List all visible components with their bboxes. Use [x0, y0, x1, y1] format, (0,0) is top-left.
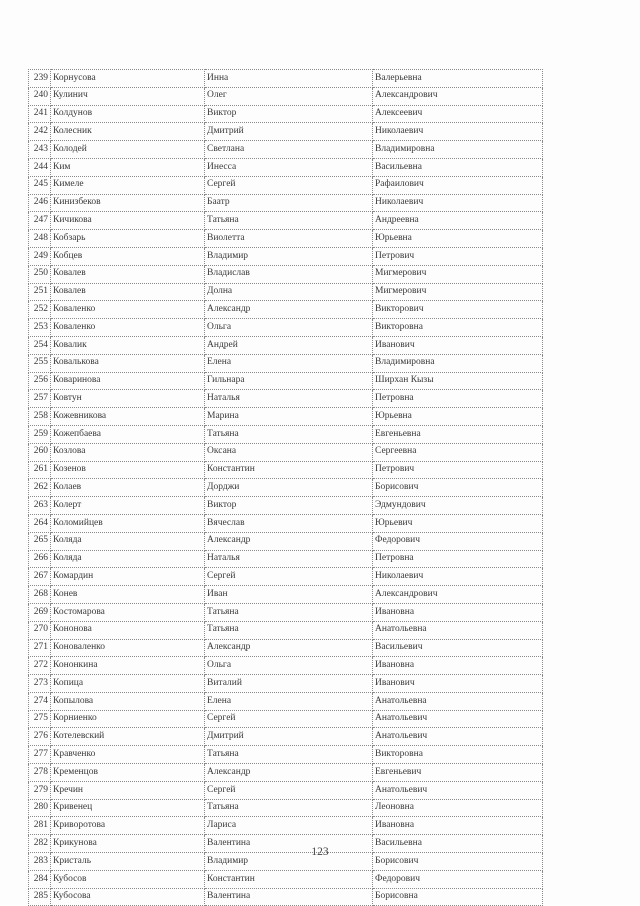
patronymic-cell: Андреевна — [373, 212, 543, 230]
last-name-cell: Копица — [51, 675, 205, 693]
last-name-cell: Коваринова — [51, 372, 205, 390]
last-name-cell: Кинизбеков — [51, 194, 205, 212]
last-name-cell: Ковтун — [51, 390, 205, 408]
table-row — [29, 710, 543, 728]
first-name-cell: Владислав — [205, 265, 373, 283]
patronymic-cell: Владимировна — [373, 354, 543, 372]
last-name-cell: Кобцев — [51, 247, 205, 265]
patronymic-cell: Евгеньевич — [373, 764, 543, 782]
last-name-cell: Корнусова — [51, 70, 205, 88]
last-name-cell: Кобзарь — [51, 230, 205, 248]
table-row — [29, 764, 543, 782]
first-name-cell: Татьяна — [205, 799, 373, 817]
first-name-cell: Татьяна — [205, 746, 373, 764]
table-row — [29, 514, 543, 532]
first-name-cell: Виктор — [205, 105, 373, 123]
patronymic-cell: Васильевна — [373, 835, 543, 853]
row-number-cell: 245 — [29, 176, 51, 194]
last-name-cell: Кривенец — [51, 799, 205, 817]
table-row — [29, 141, 543, 159]
table-row — [29, 799, 543, 817]
first-name-cell: Оксана — [205, 443, 373, 461]
patronymic-cell: Анатольевна — [373, 692, 543, 710]
patronymic-cell: Анатольевич — [373, 728, 543, 746]
last-name-cell: Котелевский — [51, 728, 205, 746]
first-name-cell: Владимир — [205, 247, 373, 265]
patronymic-cell: Анатольевич — [373, 710, 543, 728]
last-name-cell: Криворотова — [51, 817, 205, 835]
row-number-cell: 244 — [29, 158, 51, 176]
table-row — [29, 212, 543, 230]
row-number-cell: 274 — [29, 692, 51, 710]
table-row — [29, 425, 543, 443]
patronymic-cell: Петрович — [373, 461, 543, 479]
table-row — [29, 247, 543, 265]
table-row — [29, 230, 543, 248]
first-name-cell: Александр — [205, 532, 373, 550]
table-row — [29, 586, 543, 604]
table-row — [29, 781, 543, 799]
table-row — [29, 194, 543, 212]
table-row — [29, 728, 543, 746]
name-list-body — [29, 70, 543, 906]
first-name-cell: Инесса — [205, 158, 373, 176]
row-number-cell: 284 — [29, 870, 51, 888]
table-row — [29, 176, 543, 194]
first-name-cell: Наталья — [205, 390, 373, 408]
first-name-cell: Сергей — [205, 568, 373, 586]
row-number-cell: 253 — [29, 319, 51, 337]
row-number-cell: 243 — [29, 141, 51, 159]
last-name-cell: Кичикова — [51, 212, 205, 230]
table-row — [29, 408, 543, 426]
row-number-cell: 247 — [29, 212, 51, 230]
patronymic-cell: Николаевич — [373, 123, 543, 141]
first-name-cell: Александр — [205, 764, 373, 782]
first-name-cell: Ольга — [205, 657, 373, 675]
first-name-cell: Сергей — [205, 176, 373, 194]
patronymic-cell: Петровна — [373, 390, 543, 408]
table-row — [29, 283, 543, 301]
table-row — [29, 692, 543, 710]
patronymic-cell: Анатольевна — [373, 621, 543, 639]
last-name-cell: Ковалев — [51, 283, 205, 301]
table-row — [29, 354, 543, 372]
row-number-cell: 248 — [29, 230, 51, 248]
row-number-cell: 252 — [29, 301, 51, 319]
row-number-cell: 258 — [29, 408, 51, 426]
patronymic-cell: Петровна — [373, 550, 543, 568]
last-name-cell: Кимеле — [51, 176, 205, 194]
patronymic-cell: Мигмерович — [373, 265, 543, 283]
last-name-cell: Коваленко — [51, 301, 205, 319]
last-name-cell: Кубосов — [51, 870, 205, 888]
patronymic-cell: Мигмерович — [373, 283, 543, 301]
first-name-cell: Наталья — [205, 550, 373, 568]
row-number-cell: 242 — [29, 123, 51, 141]
last-name-cell: Крикунова — [51, 835, 205, 853]
row-number-cell: 280 — [29, 799, 51, 817]
patronymic-cell: Николаевич — [373, 568, 543, 586]
table-row — [29, 372, 543, 390]
last-name-cell: Козлова — [51, 443, 205, 461]
row-number-cell: 283 — [29, 853, 51, 871]
row-number-cell: 281 — [29, 817, 51, 835]
patronymic-cell: Леоновна — [373, 799, 543, 817]
patronymic-cell: Ивановна — [373, 817, 543, 835]
last-name-cell: Ковалькова — [51, 354, 205, 372]
patronymic-cell: Юрьевна — [373, 230, 543, 248]
patronymic-cell: Васильевна — [373, 158, 543, 176]
row-number-cell: 270 — [29, 621, 51, 639]
last-name-cell: Кулинич — [51, 87, 205, 105]
row-number-cell: 260 — [29, 443, 51, 461]
table-row — [29, 336, 543, 354]
last-name-cell: Костомарова — [51, 603, 205, 621]
patronymic-cell: Эдмундович — [373, 497, 543, 515]
row-number-cell: 259 — [29, 425, 51, 443]
table-row — [29, 532, 543, 550]
last-name-cell: Козенов — [51, 461, 205, 479]
row-number-cell: 269 — [29, 603, 51, 621]
last-name-cell: Коноваленко — [51, 639, 205, 657]
first-name-cell: Виолетта — [205, 230, 373, 248]
row-number-cell: 257 — [29, 390, 51, 408]
first-name-cell: Лариса — [205, 817, 373, 835]
row-number-cell: 279 — [29, 781, 51, 799]
row-number-cell: 273 — [29, 675, 51, 693]
table-row — [29, 639, 543, 657]
patronymic-cell: Анатольевич — [373, 781, 543, 799]
table-row — [29, 621, 543, 639]
patronymic-cell: Александрович — [373, 586, 543, 604]
last-name-cell: Колдунов — [51, 105, 205, 123]
first-name-cell: Елена — [205, 354, 373, 372]
first-name-cell: Сергей — [205, 710, 373, 728]
first-name-cell: Дорджи — [205, 479, 373, 497]
first-name-cell: Татьяна — [205, 603, 373, 621]
patronymic-cell: Ивановна — [373, 603, 543, 621]
patronymic-cell: Владимировна — [373, 141, 543, 159]
row-number-cell: 256 — [29, 372, 51, 390]
first-name-cell: Александр — [205, 301, 373, 319]
patronymic-cell: Иванович — [373, 336, 543, 354]
patronymic-cell: Борисович — [373, 479, 543, 497]
last-name-cell: Кожепбаева — [51, 425, 205, 443]
last-name-cell: Коваленко — [51, 319, 205, 337]
last-name-cell: Коломийцев — [51, 514, 205, 532]
row-number-cell: 249 — [29, 247, 51, 265]
row-number-cell: 239 — [29, 70, 51, 88]
last-name-cell: Кречин — [51, 781, 205, 799]
table-row — [29, 603, 543, 621]
row-number-cell: 241 — [29, 105, 51, 123]
row-number-cell: 261 — [29, 461, 51, 479]
last-name-cell: Копылова — [51, 692, 205, 710]
first-name-cell: Александр — [205, 639, 373, 657]
last-name-cell: Корниенко — [51, 710, 205, 728]
row-number-cell: 276 — [29, 728, 51, 746]
first-name-cell: Татьяна — [205, 621, 373, 639]
row-number-cell: 255 — [29, 354, 51, 372]
patronymic-cell: Александрович — [373, 87, 543, 105]
patronymic-cell: Рафаилович — [373, 176, 543, 194]
first-name-cell: Олег — [205, 87, 373, 105]
row-number-cell: 263 — [29, 497, 51, 515]
patronymic-cell: Ширхан Кызы — [373, 372, 543, 390]
patronymic-cell: Николаевич — [373, 194, 543, 212]
name-list-table — [28, 69, 543, 906]
patronymic-cell: Юрьевна — [373, 408, 543, 426]
patronymic-cell: Борисович — [373, 853, 543, 871]
row-number-cell: 275 — [29, 710, 51, 728]
last-name-cell: Ковалик — [51, 336, 205, 354]
patronymic-cell: Евгеньевна — [373, 425, 543, 443]
table-row — [29, 443, 543, 461]
row-number-cell: 278 — [29, 764, 51, 782]
last-name-cell: Колаев — [51, 479, 205, 497]
first-name-cell: Константин — [205, 870, 373, 888]
table-row — [29, 461, 543, 479]
page-number: 123 — [311, 846, 329, 858]
patronymic-cell: Юрьевич — [373, 514, 543, 532]
patronymic-cell: Валерьевна — [373, 70, 543, 88]
row-number-cell: 254 — [29, 336, 51, 354]
first-name-cell: Татьяна — [205, 425, 373, 443]
row-number-cell: 271 — [29, 639, 51, 657]
row-number-cell: 246 — [29, 194, 51, 212]
last-name-cell: Коляда — [51, 532, 205, 550]
table-row — [29, 158, 543, 176]
first-name-cell: Виталий — [205, 675, 373, 693]
table-row — [29, 390, 543, 408]
first-name-cell: Светлана — [205, 141, 373, 159]
last-name-cell: Ковалев — [51, 265, 205, 283]
patronymic-cell: Викторовна — [373, 319, 543, 337]
table-row — [29, 675, 543, 693]
table-row — [29, 497, 543, 515]
first-name-cell: Дмитрий — [205, 728, 373, 746]
last-name-cell: Кононова — [51, 621, 205, 639]
table-row — [29, 319, 543, 337]
patronymic-cell: Васильевич — [373, 639, 543, 657]
row-number-cell: 262 — [29, 479, 51, 497]
patronymic-cell: Викторович — [373, 301, 543, 319]
table-row — [29, 87, 543, 105]
table-row — [29, 301, 543, 319]
last-name-cell: Коляда — [51, 550, 205, 568]
last-name-cell: Кременцов — [51, 764, 205, 782]
last-name-cell: Кононкина — [51, 657, 205, 675]
row-number-cell: 267 — [29, 568, 51, 586]
last-name-cell: Колесник — [51, 123, 205, 141]
row-number-cell: 266 — [29, 550, 51, 568]
row-number-cell: 285 — [29, 888, 51, 906]
patronymic-cell: Петрович — [373, 247, 543, 265]
first-name-cell: Елена — [205, 692, 373, 710]
last-name-cell: Колерт — [51, 497, 205, 515]
first-name-cell: Инна — [205, 70, 373, 88]
row-number-cell: 277 — [29, 746, 51, 764]
table-row — [29, 568, 543, 586]
table-row — [29, 550, 543, 568]
patronymic-cell: Ивановна — [373, 657, 543, 675]
first-name-cell: Валентина — [205, 835, 373, 853]
row-number-cell: 272 — [29, 657, 51, 675]
patronymic-cell: Борисовна — [373, 888, 543, 906]
last-name-cell: Колодей — [51, 141, 205, 159]
row-number-cell: 240 — [29, 87, 51, 105]
table-row — [29, 123, 543, 141]
first-name-cell: Гильнара — [205, 372, 373, 390]
first-name-cell: Сергей — [205, 781, 373, 799]
last-name-cell: Кристаль — [51, 853, 205, 871]
table-row — [29, 265, 543, 283]
last-name-cell: Ким — [51, 158, 205, 176]
table-row — [29, 70, 543, 88]
first-name-cell: Вячеслав — [205, 514, 373, 532]
table-row — [29, 105, 543, 123]
first-name-cell: Владимир — [205, 853, 373, 871]
patronymic-cell: Федорович — [373, 870, 543, 888]
first-name-cell: Татьяна — [205, 212, 373, 230]
table-row — [29, 888, 543, 906]
first-name-cell: Долна — [205, 283, 373, 301]
row-number-cell: 268 — [29, 586, 51, 604]
first-name-cell: Дмитрий — [205, 123, 373, 141]
first-name-cell: Марина — [205, 408, 373, 426]
table-row — [29, 870, 543, 888]
row-number-cell: 264 — [29, 514, 51, 532]
row-number-cell: 251 — [29, 283, 51, 301]
first-name-cell: Валентина — [205, 888, 373, 906]
first-name-cell: Андрей — [205, 336, 373, 354]
table-row — [29, 817, 543, 835]
last-name-cell: Комардин — [51, 568, 205, 586]
patronymic-cell: Иванович — [373, 675, 543, 693]
table-row — [29, 657, 543, 675]
row-number-cell: 282 — [29, 835, 51, 853]
patronymic-cell: Алексеевич — [373, 105, 543, 123]
last-name-cell: Кравченко — [51, 746, 205, 764]
patronymic-cell: Сергеевна — [373, 443, 543, 461]
patronymic-cell: Федорович — [373, 532, 543, 550]
first-name-cell: Ольга — [205, 319, 373, 337]
first-name-cell: Баатр — [205, 194, 373, 212]
patronymic-cell: Викторовна — [373, 746, 543, 764]
row-number-cell: 250 — [29, 265, 51, 283]
first-name-cell: Виктор — [205, 497, 373, 515]
first-name-cell: Константин — [205, 461, 373, 479]
last-name-cell: Кубосова — [51, 888, 205, 906]
table-row — [29, 746, 543, 764]
last-name-cell: Кожевникова — [51, 408, 205, 426]
last-name-cell: Конев — [51, 586, 205, 604]
row-number-cell: 265 — [29, 532, 51, 550]
table-row — [29, 479, 543, 497]
first-name-cell: Иван — [205, 586, 373, 604]
